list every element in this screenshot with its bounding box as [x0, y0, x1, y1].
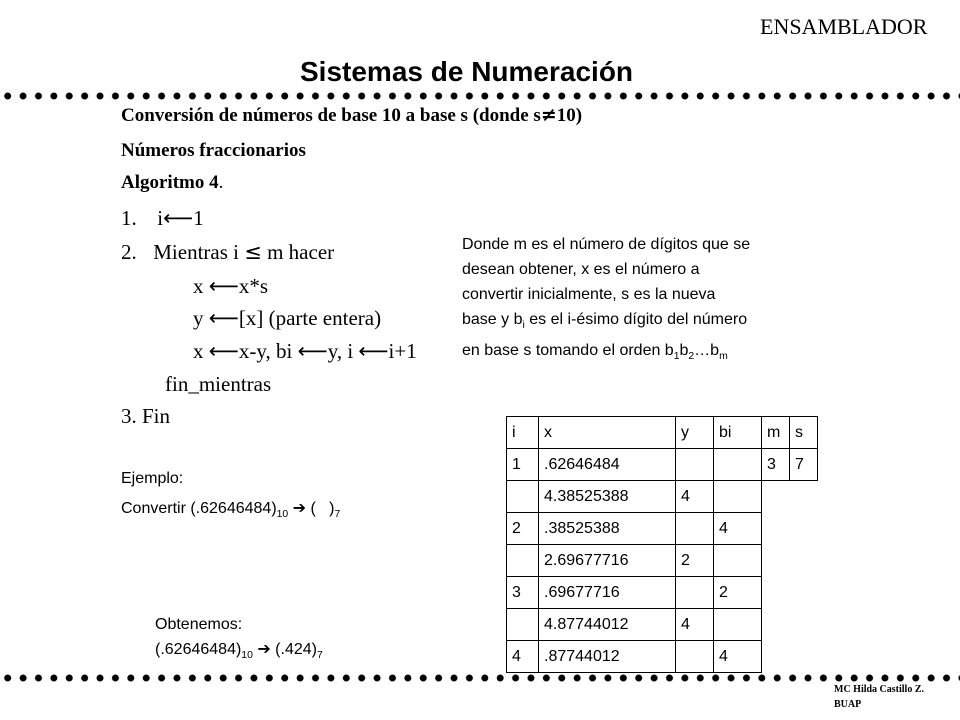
table-row — [507, 641, 818, 673]
cell-i — [507, 609, 539, 641]
cell-y: 4 — [676, 609, 714, 641]
example-number: Convertir (.62646484) — [121, 500, 277, 517]
table-row — [507, 577, 818, 609]
line-5-expr-a: x-y, bi — [238, 339, 293, 363]
step-2-text-a: Mientras i — [153, 240, 239, 264]
top-dotted-divider — [0, 91, 960, 101]
result-label: Obtenemos: — [155, 616, 243, 633]
cell-y — [676, 641, 714, 673]
step-1-var: i — [157, 206, 164, 230]
table-row — [507, 609, 818, 641]
header-m: m — [762, 417, 790, 449]
result-base-from: 10 — [241, 650, 253, 662]
example-conversion — [121, 498, 340, 520]
example-target: ( ) — [310, 500, 335, 517]
header-x: x — [539, 417, 676, 449]
subtitle — [121, 104, 582, 127]
definition-note — [462, 232, 750, 369]
result-base-to: 7 — [316, 650, 323, 662]
cell-x: .87744012 — [539, 641, 676, 673]
note-sub-2: 2 — [688, 351, 695, 363]
line-4-expr: [x] (parte entera) — [238, 306, 382, 330]
note-line-3: convertir inicialmente, s es la nueva — [462, 286, 716, 303]
subtitle-text: Conversión de números de base 10 a base s (donde s — [121, 105, 541, 126]
cell-x: 4.38525388 — [539, 481, 676, 513]
cell-x: .69677716 — [539, 577, 676, 609]
header-bi: bi — [714, 417, 762, 449]
step-1 — [121, 206, 204, 231]
cell-s — [790, 481, 818, 513]
cell-m — [762, 577, 790, 609]
cell-y: 2 — [676, 545, 714, 577]
bottom-dotted-divider — [0, 673, 960, 683]
cell-s — [790, 513, 818, 545]
left-arrow-icon: ⟵ — [297, 339, 328, 363]
cell-bi: 2 — [714, 577, 762, 609]
cell-bi: 4 — [714, 641, 762, 673]
cell-y: 4 — [676, 481, 714, 513]
note-line-4 — [462, 307, 750, 338]
algorithm-label: Algoritmo 4 — [121, 172, 219, 193]
note-line-5b: b — [679, 342, 689, 360]
cell-i: 4 — [507, 641, 539, 673]
cell-s — [790, 641, 818, 673]
example-base-from: 10 — [276, 509, 289, 521]
right-arrow-icon: ➔ — [257, 639, 271, 658]
cell-y — [676, 577, 714, 609]
cell-bi — [714, 609, 762, 641]
table-row — [507, 513, 818, 545]
algorithm-title — [121, 172, 223, 194]
note-sub-i: i — [522, 320, 525, 332]
cell-m — [762, 545, 790, 577]
cell-m — [762, 513, 790, 545]
step-1-value: 1 — [193, 206, 204, 230]
left-arrow-icon: ⟵ — [208, 339, 239, 363]
cell-x: 2.69677716 — [539, 545, 676, 577]
note-line-1: Donde m es el número de dígitos que se — [462, 236, 751, 253]
author-credit: MC Hilda Castillo Z. — [834, 684, 925, 695]
step-1-number: 1. — [121, 206, 137, 230]
cell-i — [507, 481, 539, 513]
left-arrow-icon: ⟵ — [208, 274, 239, 298]
cell-i — [507, 545, 539, 577]
header-s: s — [790, 417, 818, 449]
example-label: Ejemplo: — [121, 470, 184, 487]
left-arrow-icon: ⟵ — [163, 206, 194, 230]
note-sub-1: 1 — [673, 351, 680, 363]
cell-m: 3 — [762, 449, 790, 481]
result-conversion — [155, 639, 323, 661]
line-5-expr-b: y, i — [327, 339, 354, 363]
algorithm-period: . — [218, 172, 224, 193]
less-equal-symbol: ≤ — [244, 240, 262, 264]
cell-s — [790, 609, 818, 641]
note-line-5 — [462, 338, 750, 369]
cell-bi — [714, 481, 762, 513]
result-number: (.62646484) — [155, 641, 242, 658]
note-line-2: desean obtener, x es el número a — [462, 261, 700, 278]
header-y: y — [676, 417, 714, 449]
step-2-text-b: m hacer — [267, 240, 335, 264]
cell-m — [762, 609, 790, 641]
example-base-to: 7 — [334, 509, 341, 521]
step-line-7: 3. Fin — [121, 404, 171, 428]
cell-x: 4.87744012 — [539, 609, 676, 641]
line-5-var: x — [193, 339, 204, 363]
cell-m — [762, 641, 790, 673]
institution: BUAP — [834, 699, 862, 710]
not-equal-symbol: ≠ — [540, 104, 557, 126]
step-line-3 — [193, 274, 268, 299]
step-line-6: fin_mientras — [165, 372, 272, 396]
cell-s — [790, 545, 818, 577]
cell-y — [676, 513, 714, 545]
table-row — [507, 545, 818, 577]
line-3-expr: x*s — [238, 274, 269, 298]
cell-bi — [714, 545, 762, 577]
result-value: (.424) — [275, 641, 317, 658]
left-arrow-icon: ⟵ — [358, 339, 389, 363]
step-2-number: 2. — [121, 240, 137, 264]
step-2 — [121, 240, 334, 265]
cell-i: 2 — [507, 513, 539, 545]
line-5-expr-c: i+1 — [388, 339, 417, 363]
cell-x: .62646484 — [539, 449, 676, 481]
left-arrow-icon: ⟵ — [208, 306, 239, 330]
note-line-5c: …b — [694, 342, 720, 360]
cell-bi — [714, 449, 762, 481]
note-line-4b: es el i-ésimo dígito del número — [524, 311, 748, 328]
cell-m — [762, 481, 790, 513]
step-line-4 — [193, 306, 381, 331]
note-line-4a: base y b — [462, 311, 523, 328]
line-3-var: x — [193, 274, 204, 298]
cell-x: .38525388 — [539, 513, 676, 545]
line-4-var: y — [193, 306, 204, 330]
table-header-row — [507, 417, 818, 449]
section-title: Números fraccionarios — [121, 140, 306, 161]
cell-bi: 4 — [714, 513, 762, 545]
right-arrow-icon: ➔ — [292, 498, 307, 517]
note-line-5a: en base s tomando el orden b — [462, 342, 674, 360]
conversion-table — [506, 416, 818, 673]
step-line-5 — [193, 339, 417, 364]
cell-i: 1 — [507, 449, 539, 481]
cell-s — [790, 577, 818, 609]
subtitle-end: 10) — [556, 105, 583, 126]
slide-title: Sistemas de Numeración — [300, 56, 634, 87]
table-row — [507, 481, 818, 513]
course-name: ENSAMBLADOR — [760, 14, 928, 39]
note-sub-m: m — [719, 351, 728, 363]
header-i: i — [507, 417, 539, 449]
cell-i: 3 — [507, 577, 539, 609]
table-row — [507, 449, 818, 481]
cell-s: 7 — [790, 449, 818, 481]
cell-y — [676, 449, 714, 481]
